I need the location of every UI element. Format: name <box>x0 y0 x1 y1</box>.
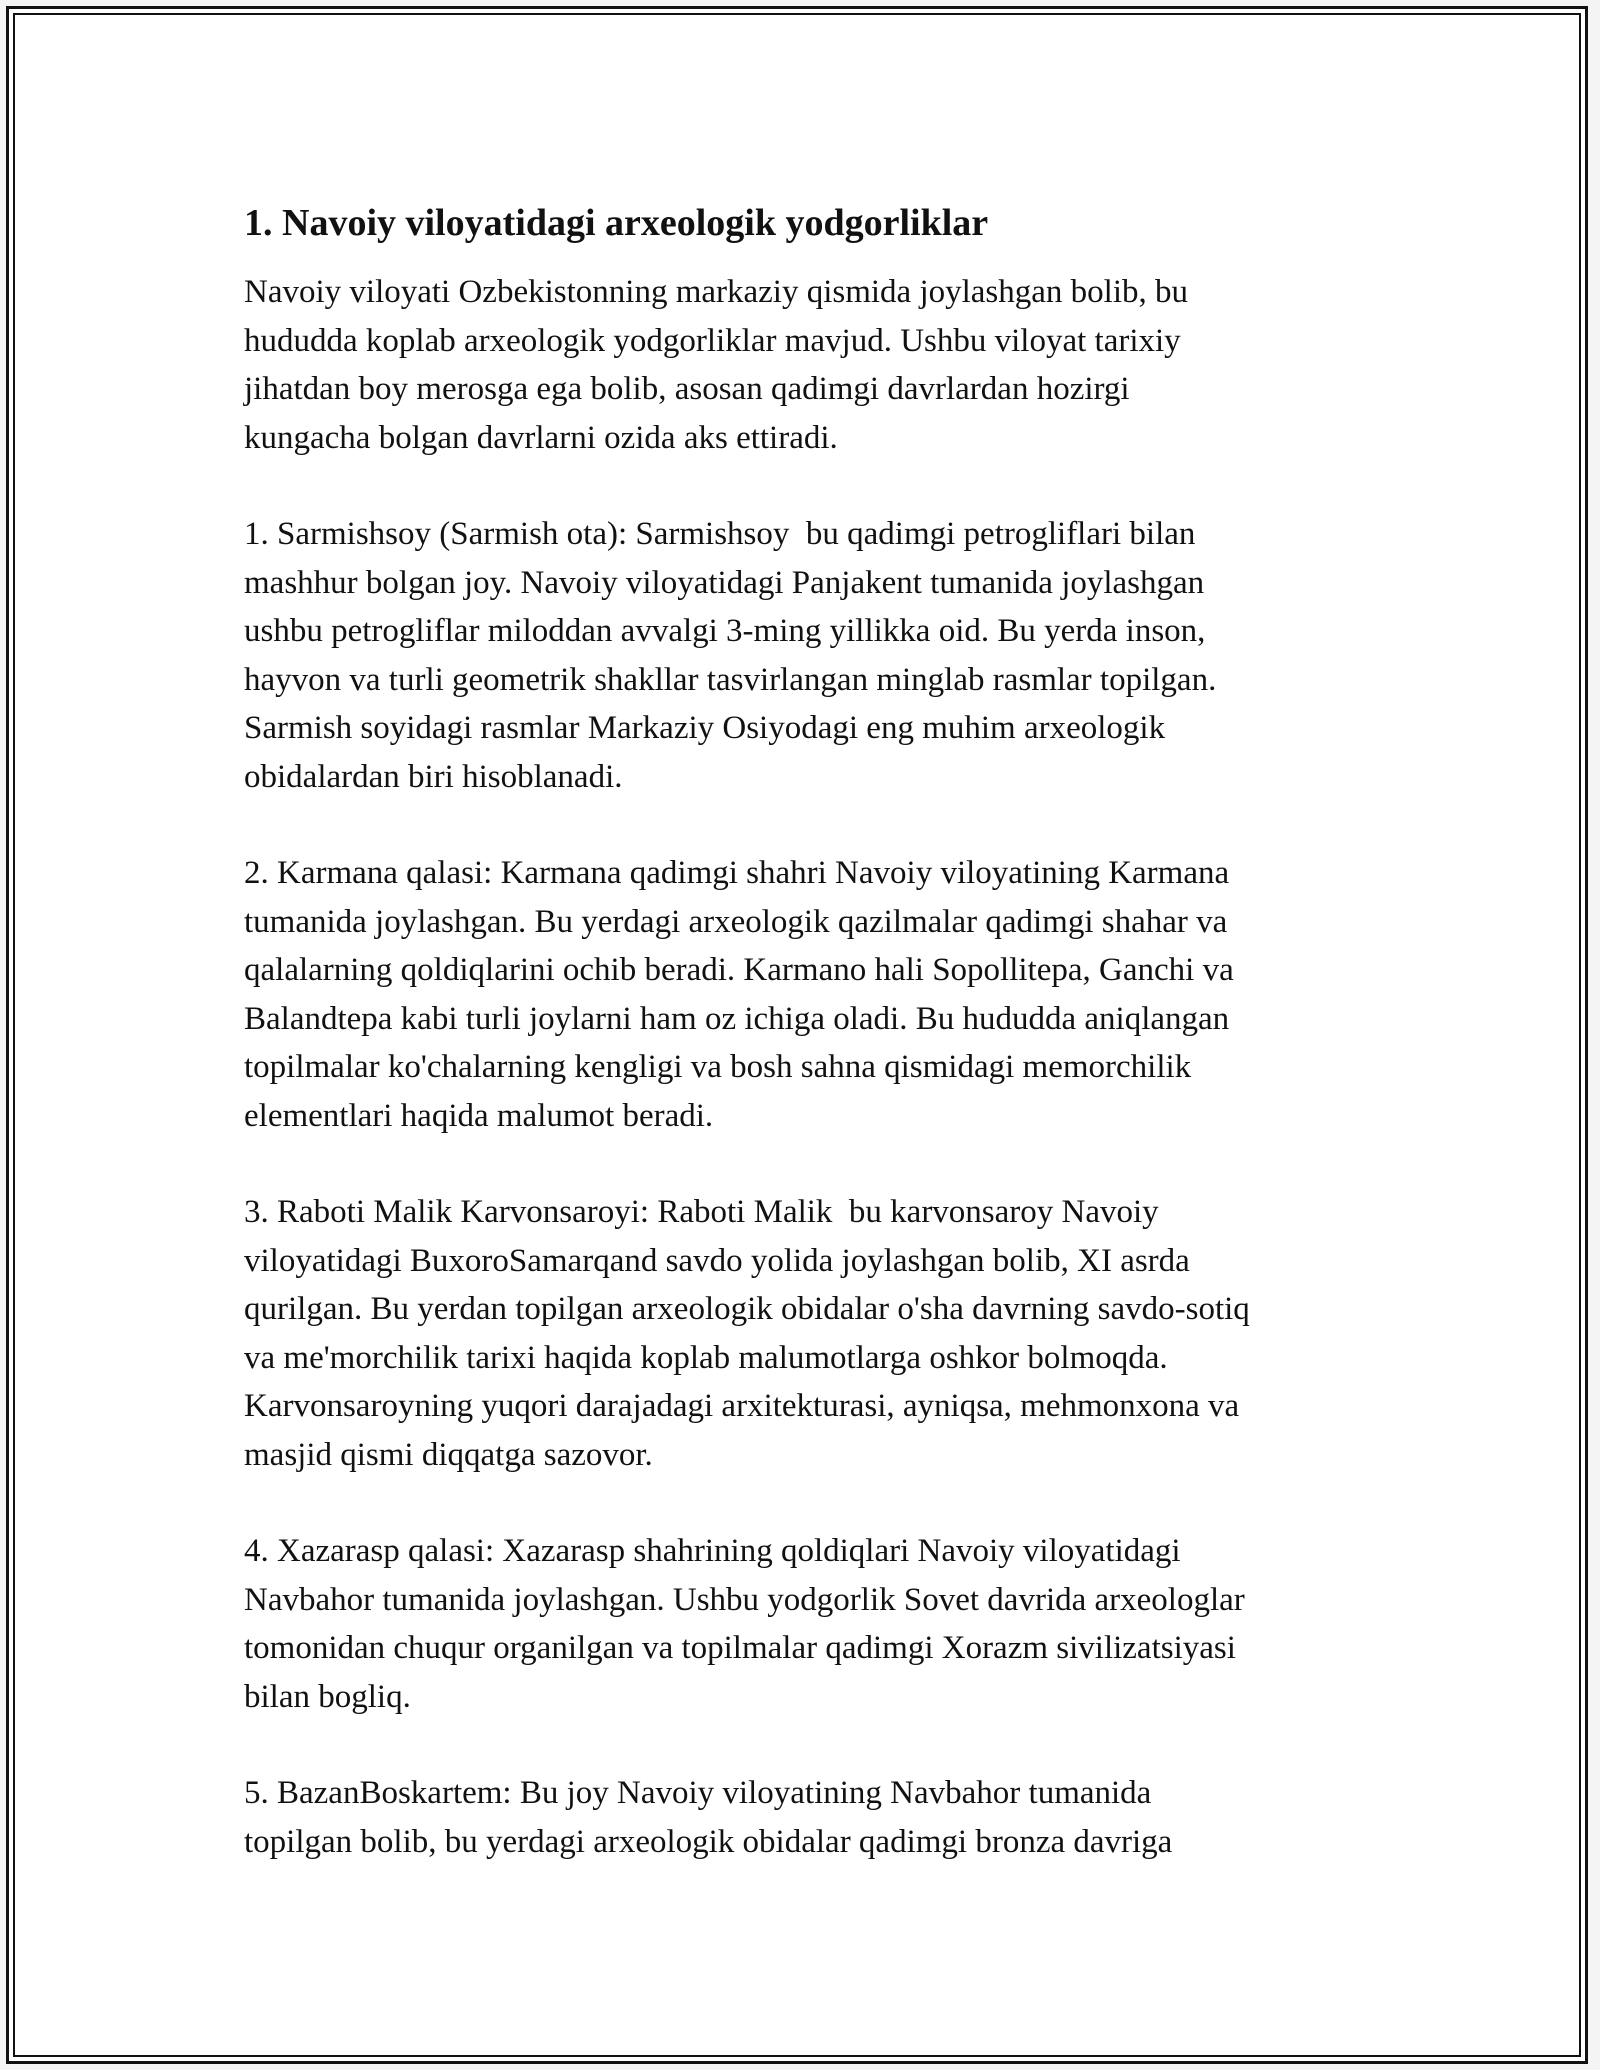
paragraph-raboti-malik <box>244 1188 1379 1479</box>
paragraph-xazarasp <box>244 1527 1379 1721</box>
text-line: mashhur bolgan joy. Navoiy viloyatidagi Panjakent tumanida joylashgan <box>244 564 1205 601</box>
text-line: elementlari haqida malumot beradi. <box>244 1097 714 1134</box>
text-line: jihatdan boy merosga ega bolib, asosan qadimgi davrlardan hozirgi <box>244 371 1130 407</box>
text-line: obidalardan biri hisoblanadi. <box>244 758 623 795</box>
intro-paragraph <box>244 268 1379 462</box>
text-line: 5. BazanBoskartem: Bu joy Navoiy viloyatining Navbahor tumanida <box>244 1775 1152 1811</box>
text-line: 2. Karmana qalasi: Karmana qadimgi shahri Navoiy viloyatining Karmana <box>244 855 1230 891</box>
text-line: masjid qismi diqqatga sazovor. <box>244 1436 653 1473</box>
text-line: Balandtepa kabi turli joylarni ham oz ichiga oladi. Bu hududda aniqlangan <box>244 1000 1230 1037</box>
paragraph-karmana <box>244 849 1379 1140</box>
text-line: tomonidan chuqur organilgan va topilmalar qadimgi Xorazm sivilizatsiyasi <box>244 1630 1236 1666</box>
text-line: va me'morchilik tarixi haqida koplab malumotlarga oshkor bolmoqda. <box>244 1339 1168 1376</box>
text-line: 3. Raboti Malik Karvonsaroyi: Raboti Malik bu karvonsaroy Navoiy <box>244 1194 1159 1230</box>
document-body <box>244 199 1379 1914</box>
text-line: Karvonsaroyning yuqori darajadagi arxitekturasi, ayniqsa, mehmonxona va <box>244 1388 1240 1424</box>
paragraph-sarmishsoy <box>244 510 1379 801</box>
text-line: topilgan bolib, bu yerdagi arxeologik obidalar qadimgi bronza davriga <box>244 1823 1173 1860</box>
document-title: 1. Navoiy viloyatidagi arxeologik yodgorliklar <box>244 202 989 244</box>
text-line: ushbu petrogliflar miloddan avvalgi 3-ming yillikka oid. Bu yerda inson, <box>244 613 1206 649</box>
text-line: Navoiy viloyati Ozbekistonning markaziy qismida joylashgan bolib, bu <box>244 274 1189 310</box>
text-line: Sarmish soyidagi rasmlar Markaziy Osiyodagi eng muhim arxeologik <box>244 710 1166 746</box>
text-line: hududda koplab arxeologik yodgorliklar mavjud. Ushbu viloyat tarixiy <box>244 322 1181 359</box>
text-line: qurilgan. Bu yerdan topilgan arxeologik obidalar o'sha davrning savdo-sotiq <box>244 1291 1250 1327</box>
text-line: tumanida joylashgan. Bu yerdagi arxeologik qazilmalar qadimgi shahar va <box>244 903 1228 940</box>
text-line: 1. Sarmishsoy (Sarmish ota): Sarmishsoy bu qadimgi petrogliflari bilan <box>244 516 1196 552</box>
text-line: bilan bogliq. <box>244 1678 411 1715</box>
text-line: qalalarning qoldiqlarini ochib beradi. Karmano hali Sopollitepa, Ganchi va <box>244 952 1234 988</box>
text-line: 4. Xazarasp qalasi: Xazarasp shahrining qoldiqlari Navoiy viloyatidagi <box>244 1533 1181 1569</box>
paragraph-bazan-boskartem <box>244 1769 1379 1866</box>
text-line: kungacha bolgan davrlarni ozida aks ettiradi. <box>244 419 838 456</box>
text-line: viloyatidagi BuxoroSamarqand savdo yolida joylashgan bolib, XI asrda <box>244 1242 1190 1279</box>
text-line: hayvon va turli geometrik shakllar tasvirlangan minglab rasmlar topilgan. <box>244 661 1217 698</box>
text-line: topilmalar ko'chalarning kengligi va bosh sahna qismidagi memorchilik <box>244 1049 1192 1085</box>
page-frame <box>6 6 1588 2064</box>
text-line: Navbahor tumanida joylashgan. Ushbu yodgorlik Sovet davrida arxeologlar <box>244 1581 1245 1618</box>
